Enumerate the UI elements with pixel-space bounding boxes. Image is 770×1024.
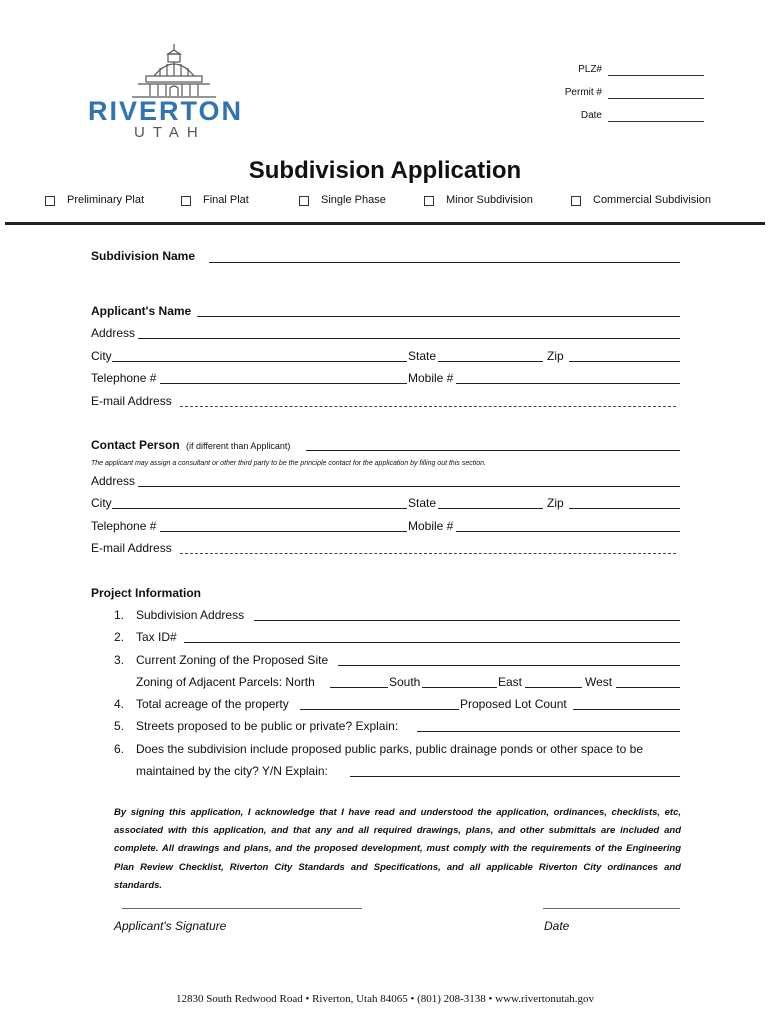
item-number-4: 4.	[114, 697, 125, 711]
public-space-question-cont: maintained by the city? Y/N Explain:	[136, 764, 328, 778]
capitol-dome-icon	[88, 42, 260, 102]
streets-public-private-label: Streets proposed to be public or private? Explain:	[136, 719, 399, 733]
applicant-telephone-field[interactable]	[160, 383, 407, 384]
applicant-zip-field[interactable]	[569, 361, 680, 362]
adjacent-east-label: East	[498, 675, 523, 689]
adjacent-south-label: South	[389, 675, 421, 689]
contact-address-label: Address	[91, 474, 136, 488]
contact-zip-field[interactable]	[569, 508, 680, 509]
applicant-state-field[interactable]	[438, 361, 543, 362]
plz-field[interactable]	[608, 75, 704, 76]
public-space-question: Does the subdivision include proposed public parks, public drainage ponds or other space to be	[136, 742, 643, 756]
checkbox-minor-subdivision[interactable]	[424, 196, 434, 206]
contact-person-label: Contact Person	[91, 438, 180, 452]
contact-address-field[interactable]	[138, 486, 680, 487]
footer-address: 12830 South Redwood Road • Riverton, Utah 84065 • (801) 208-3138 • www.rivertonutah.gov	[175, 993, 595, 1005]
adjacent-south-field[interactable]	[422, 687, 497, 688]
adjacent-north-field[interactable]	[330, 687, 388, 688]
section-divider	[5, 222, 765, 225]
signature-field[interactable]	[122, 908, 362, 909]
proposed-lot-count-label: Proposed Lot Count	[460, 697, 567, 711]
subdivision-address-field[interactable]	[254, 620, 680, 621]
applicant-mobile-label: Mobile #	[408, 371, 454, 385]
current-zoning-label: Current Zoning of the Proposed Site	[136, 653, 329, 667]
item-number-6: 6.	[114, 742, 125, 756]
adjacent-west-field[interactable]	[616, 687, 680, 688]
checkbox-final-plat[interactable]	[181, 196, 191, 206]
subdivision-address-label: Subdivision Address	[136, 608, 245, 622]
project-info-heading: Project Information	[91, 586, 202, 600]
contact-mobile-label: Mobile #	[408, 519, 454, 533]
contact-email-field[interactable]	[180, 553, 676, 554]
signature-label: Applicant's Signature	[114, 919, 227, 933]
signature-date-label: Date	[544, 919, 570, 933]
adjacent-west-label: West	[585, 675, 613, 689]
contact-state-label: State	[408, 496, 437, 510]
contact-zip-label: Zip	[547, 496, 564, 510]
logo-subtitle: UTAH	[134, 124, 206, 141]
date-header-label: Date	[580, 110, 602, 121]
page-title: Subdivision Application	[248, 157, 522, 184]
applicant-name-field[interactable]	[197, 316, 680, 317]
contact-city-field[interactable]	[112, 508, 407, 509]
adjacent-north-label: Zoning of Adjacent Parcels: North	[136, 675, 315, 689]
total-acreage-label: Total acreage of the property	[136, 697, 289, 711]
current-zoning-field[interactable]	[338, 665, 680, 666]
contact-mobile-field[interactable]	[456, 531, 680, 532]
subdivision-name-field[interactable]	[209, 262, 680, 263]
contact-telephone-label: Telephone #	[91, 519, 157, 533]
logo-wordmark: RIVERTON	[88, 96, 244, 126]
applicant-address-field[interactable]	[138, 338, 680, 339]
tax-id-label: Tax ID#	[136, 630, 177, 644]
contact-heading-row	[91, 438, 290, 452]
checkbox-single-phase[interactable]	[299, 196, 309, 206]
type-label-commercial-subdivision: Commercial Subdivision	[593, 194, 711, 206]
signing-statement: By signing this application, I acknowledge that I have read and understood the application, ordinances, checklists, etc, associated with this application, and that any and all required drawings, plans, and other submittals are included and complete. All drawings and plans, and the proposed development, must comply with the requirements of the Engineering Plan Review Checklist, Riverton City Standards and Specifications, and all applicable Riverton City ordinances and standards.	[114, 807, 681, 891]
type-label-preliminary-plat: Preliminary Plat	[67, 194, 145, 206]
applicant-address-label: Address	[91, 326, 136, 340]
item-number-3: 3.	[114, 653, 125, 667]
checkbox-preliminary-plat[interactable]	[45, 196, 55, 206]
applicant-city-field[interactable]	[112, 361, 407, 362]
type-label-single-phase: Single Phase	[321, 194, 386, 206]
subdivision-name-label: Subdivision Name	[91, 249, 196, 263]
proposed-lot-count-field[interactable]	[573, 709, 680, 710]
contact-state-field[interactable]	[438, 508, 543, 509]
applicant-name-label: Applicant's Name	[91, 304, 192, 318]
contact-disclaimer: The applicant may assign a consultant or other third party to be the principle contact for the application by filling out this section.	[91, 460, 486, 467]
type-label-final-plat: Final Plat	[203, 194, 249, 206]
streets-explain-field[interactable]	[417, 731, 680, 732]
signature-date-field[interactable]	[543, 908, 680, 909]
type-label-minor-subdivision: Minor Subdivision	[446, 194, 533, 206]
tax-id-field[interactable]	[184, 642, 680, 643]
total-acreage-field[interactable]	[300, 709, 459, 710]
adjacent-east-field[interactable]	[525, 687, 582, 688]
public-space-explain-field[interactable]	[350, 776, 680, 777]
applicant-email-label: E-mail Address	[91, 394, 172, 408]
applicant-email-field[interactable]	[180, 406, 676, 407]
applicant-state-label: State	[408, 349, 437, 363]
item-number-1: 1.	[114, 608, 125, 622]
applicant-city-label: City	[91, 349, 112, 363]
plz-label: PLZ#	[578, 64, 602, 75]
contact-person-note: (if different than Applicant)	[186, 441, 291, 451]
contact-person-field[interactable]	[306, 450, 680, 451]
applicant-zip-label: Zip	[547, 349, 564, 363]
applicant-telephone-label: Telephone #	[91, 371, 157, 385]
item-number-5: 5.	[114, 719, 125, 733]
applicant-mobile-field[interactable]	[456, 383, 680, 384]
contact-telephone-field[interactable]	[160, 531, 407, 532]
date-header-field[interactable]	[608, 121, 704, 122]
permit-field[interactable]	[608, 98, 704, 99]
checkbox-commercial-subdivision[interactable]	[571, 196, 581, 206]
contact-city-label: City	[91, 496, 112, 510]
contact-email-label: E-mail Address	[91, 541, 172, 555]
permit-label: Permit #	[564, 87, 602, 98]
item-number-2: 2.	[114, 630, 125, 644]
